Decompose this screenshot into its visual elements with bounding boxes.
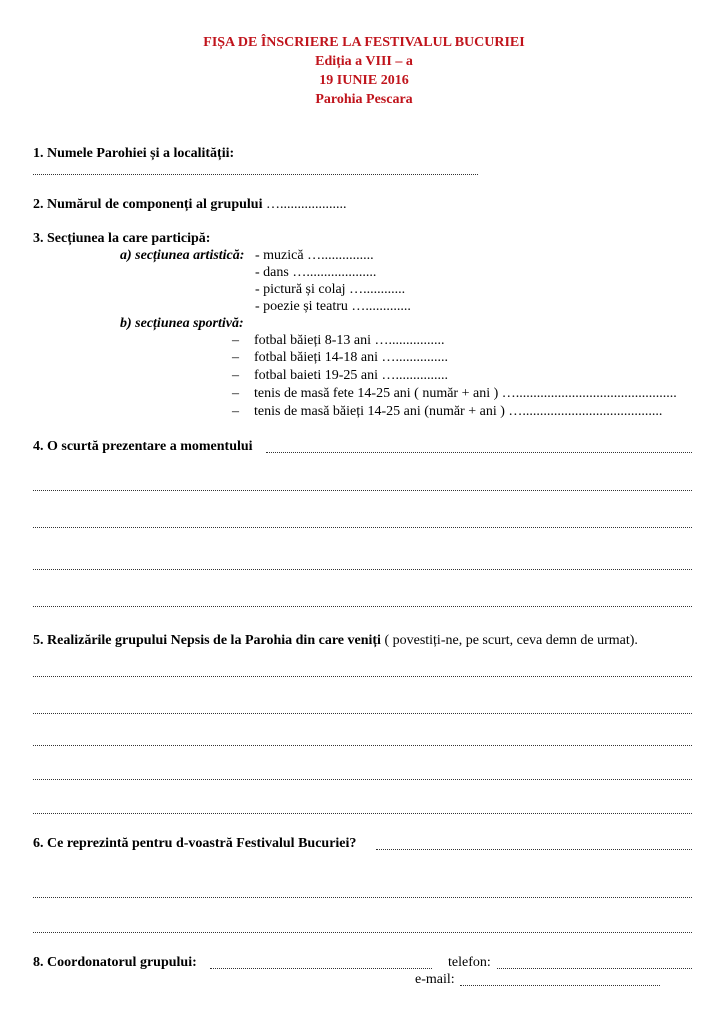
- q5-answer-line[interactable]: [33, 676, 692, 677]
- q6-answer-field[interactable]: [376, 849, 692, 850]
- sport-bullet: –: [232, 368, 239, 383]
- q6-answer-line[interactable]: [33, 897, 692, 898]
- sport-item-football-8-13[interactable]: fotbal băieți 8-13 ani …................: [254, 333, 445, 348]
- q5-answer-line[interactable]: [33, 779, 692, 780]
- q6-label: 6. Ce reprezintă pentru d-voastră Festivalul Bucuriei?: [33, 836, 357, 851]
- artistic-item-dance[interactable]: - dans …....................: [255, 265, 377, 280]
- q4-label: 4. O scurtă prezentare a momentului: [33, 439, 253, 454]
- phone-field[interactable]: [497, 968, 692, 969]
- coordinator-name-field[interactable]: [210, 968, 432, 969]
- sport-item-table-tennis-boys[interactable]: tenis de masă băieți 14-25 ani (număr + ani ) …........................................: [254, 404, 663, 419]
- sport-bullet: –: [232, 404, 239, 419]
- form-title: FIȘA DE ÎNSCRIERE LA FESTIVALUL BUCURIEI: [203, 35, 525, 50]
- event-date: 19 IUNIE 2016: [319, 73, 409, 88]
- phone-label: telefon:: [448, 955, 491, 970]
- q8-label: 8. Coordonatorul grupului:: [33, 955, 197, 970]
- sport-bullet: –: [232, 350, 239, 365]
- artistic-item-music[interactable]: - muzică …...............: [255, 248, 374, 263]
- q1-answer-field[interactable]: [33, 174, 478, 175]
- q5-line: [33, 633, 638, 649]
- q4-answer-line[interactable]: [33, 606, 692, 607]
- q5-answer-line[interactable]: [33, 713, 692, 714]
- form-header: [0, 33, 728, 109]
- q5-label: 5. Realizările grupului Nepsis de la Parohia din care veniți: [33, 633, 381, 648]
- sport-section-label: b) secțiunea sportivă:: [120, 316, 244, 331]
- email-field[interactable]: [460, 985, 660, 986]
- q5-answer-line[interactable]: [33, 813, 692, 814]
- organizer-parish: Parohia Pescara: [315, 92, 413, 107]
- sport-item-table-tennis-girls[interactable]: tenis de masă fete 14-25 ani ( număr + ani ) …..............................................: [254, 386, 677, 401]
- q2-line: [33, 197, 346, 213]
- q2-answer-field[interactable]: …...................: [265, 197, 347, 212]
- sport-bullet: –: [232, 333, 239, 348]
- edition-text: Ediția a VIII – a: [315, 54, 413, 69]
- q4-answer-field[interactable]: [266, 452, 692, 453]
- q4-answer-line[interactable]: [33, 490, 692, 491]
- sport-bullet: –: [232, 386, 239, 401]
- q2-label: 2. Numărul de componenți al grupului: [33, 197, 263, 212]
- artistic-item-poetry-theatre[interactable]: - poezie și teatru ….............: [255, 299, 411, 314]
- artistic-item-painting[interactable]: - pictură și colaj …............: [255, 282, 406, 297]
- q6-answer-line[interactable]: [33, 932, 692, 933]
- sport-item-football-14-18[interactable]: fotbal băieți 14-18 ani …...............: [254, 350, 449, 365]
- q4-answer-line[interactable]: [33, 527, 692, 528]
- q5-note: ( povestiți-ne, pe scurt, ceva demn de urmat).: [380, 633, 638, 648]
- sport-item-football-19-25[interactable]: fotbal baieti 19-25 ani …...............: [254, 368, 449, 383]
- email-label: e-mail:: [415, 972, 455, 987]
- q1-label: 1. Numele Parohiei și a localității:: [33, 146, 235, 161]
- q5-answer-line[interactable]: [33, 745, 692, 746]
- artistic-section-label: a) secțiunea artistică:: [120, 248, 245, 263]
- q3-label: 3. Secțiunea la care participă:: [33, 231, 211, 246]
- q4-answer-line[interactable]: [33, 569, 692, 570]
